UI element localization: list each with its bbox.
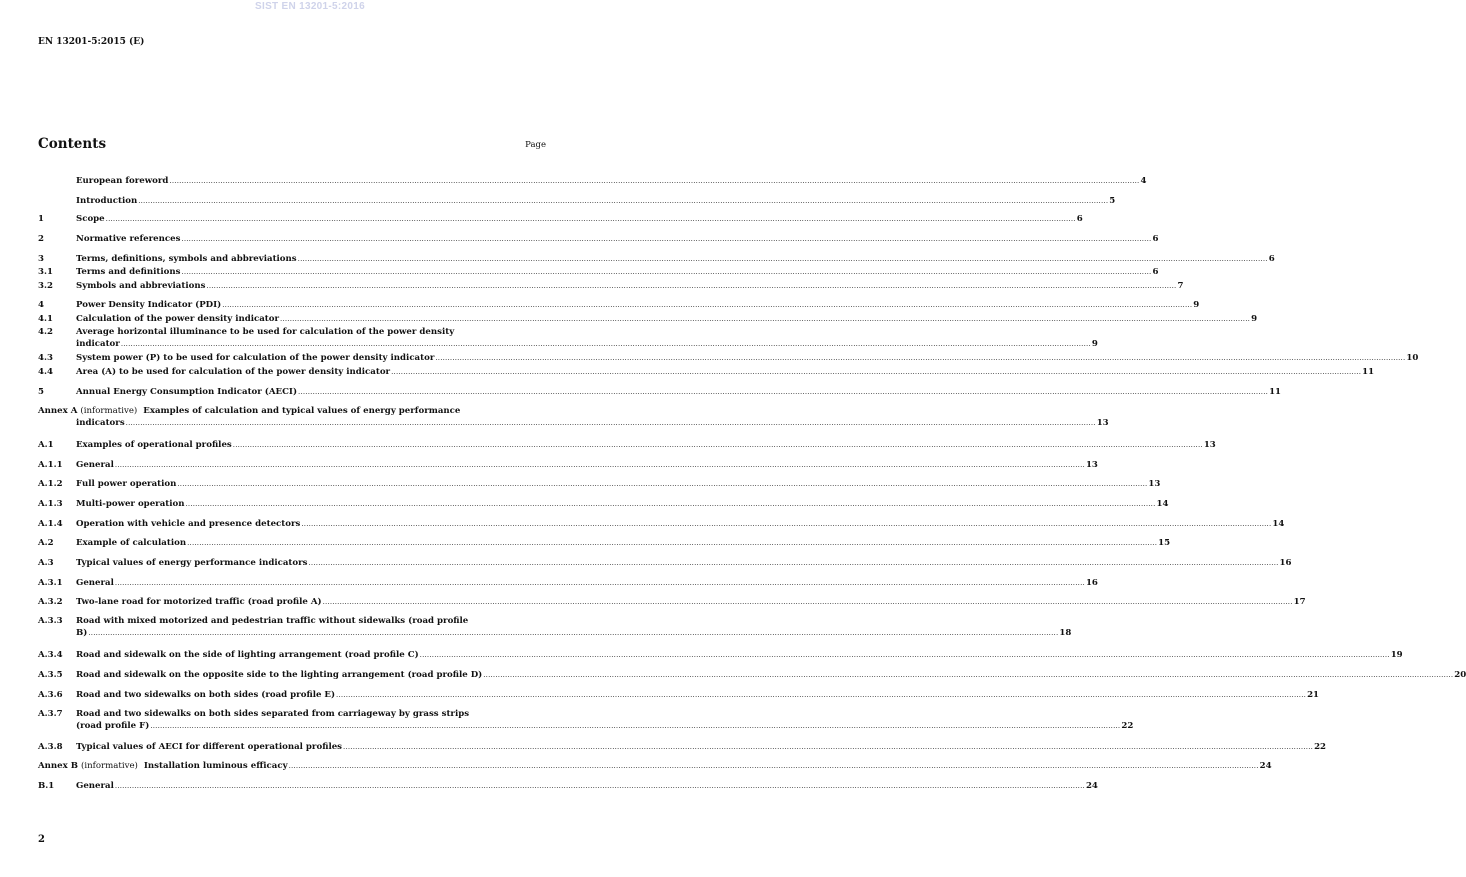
- toc-entry-page: 10: [1406, 353, 1419, 363]
- toc-entry[interactable]: [38, 578, 1098, 590]
- toc-entry-title: Road with mixed motorized and pedestrian traffic without sidewalks (road profile: [76, 616, 469, 626]
- toc-entry-page: 9: [1193, 300, 1200, 310]
- toc-entry[interactable]: [38, 440, 1216, 452]
- toc-entry[interactable]: [38, 300, 1200, 312]
- toc-entry-number: A.1.1: [38, 460, 63, 470]
- toc-entry-title: Calculation of the power density indicator: [76, 314, 280, 324]
- page-number: 2: [38, 834, 45, 845]
- toc-entry-page: 13: [1148, 479, 1161, 489]
- toc-entry[interactable]: [38, 314, 1258, 326]
- toc-entry-page: 6: [1152, 234, 1159, 244]
- annex-label: Annex B: [38, 761, 79, 771]
- dot-leader: ................................................................................................................................................................................................................................................................................................................................................................................................................: [120, 339, 1091, 348]
- toc-entry[interactable]: [38, 327, 1098, 350]
- dot-leader: ................................................................................................................................................................................................................................................................................................................................................................................................................: [114, 782, 1085, 790]
- toc-entry-page: 9: [1251, 314, 1258, 324]
- toc-entry-title: European foreword: [76, 176, 169, 186]
- toc-entry-number: A.3.5: [38, 670, 63, 680]
- toc-entry-number: A.3.2: [38, 597, 63, 607]
- toc-entry[interactable]: [38, 367, 1375, 379]
- dot-leader: ................................................................................................................................................................................................................................................................................................................................................................................................................: [222, 301, 1193, 309]
- toc-entry-page: 7: [1177, 281, 1184, 291]
- dot-leader: ................................................................................................................................................................................................................................................................................................................................................................................................................: [177, 480, 1148, 488]
- toc-entry-page: 14: [1156, 499, 1169, 509]
- toc-entry-title: Examples of operational profiles: [76, 440, 232, 450]
- dot-leader: ................................................................................................................................................................................................................................................................................................................................................................................................................: [206, 282, 1177, 290]
- toc-entry-number: A.1.4: [38, 519, 63, 529]
- dot-leader: ................................................................................................................................................................................................................................................................................................................................................................................................................: [298, 388, 1269, 396]
- toc-entry-page: 9: [1091, 338, 1098, 349]
- document-id: EN 13201-5:2015 (E): [38, 37, 145, 47]
- toc-entry[interactable]: [38, 597, 1306, 609]
- toc-entry-title-continued: (road profile F): [76, 720, 150, 731]
- toc-entry[interactable]: [38, 214, 1083, 226]
- dot-leader: ................................................................................................................................................................................................................................................................................................................................................................................................................: [336, 691, 1307, 699]
- toc-entry-number: A.3.1: [38, 578, 63, 588]
- toc-entry-number: 4.3: [38, 353, 53, 363]
- toc-entry-page: 19: [1390, 650, 1403, 660]
- toc-entry-title: Area (A) to be used for calculation of the power density indicator: [76, 367, 391, 377]
- toc-entry-title-continued: indicators: [76, 417, 125, 428]
- toc-entry-page: 16: [1085, 578, 1098, 588]
- toc-entry-number: A.3.6: [38, 690, 63, 700]
- toc-entry-number: A.3.8: [38, 742, 63, 752]
- toc-entry-page: 6: [1152, 267, 1159, 277]
- toc-entry-title: Average horizontal illuminance to be used for calculation of the power density: [76, 327, 455, 337]
- toc-entry[interactable]: [38, 387, 1282, 399]
- toc-entry-number: 4.1: [38, 314, 53, 324]
- toc-entry-title: Road and sidewalk on the opposite side to the lighting arrangement (road profile D): [76, 670, 483, 680]
- toc-entry-title: System power (P) to be used for calculation of the power density indicator: [76, 353, 435, 363]
- toc-entry-number: 4.2: [38, 327, 53, 337]
- toc-entry-page: 6: [1076, 214, 1083, 224]
- toc-entry-number: 4.4: [38, 367, 53, 377]
- annex-label: Annex A: [38, 406, 78, 416]
- watermark: SIST EN 13201-5:2016: [255, 1, 365, 12]
- toc-entry-page: 22: [1121, 720, 1134, 731]
- toc-entry-page: 22: [1314, 742, 1327, 752]
- toc-entry-title: General: [76, 578, 114, 588]
- toc-entry-title: Power Density Indicator (PDI): [76, 300, 222, 310]
- toc-entry[interactable]: [38, 761, 1272, 773]
- toc-entry[interactable]: [38, 234, 1159, 246]
- toc-entry-number: 1: [38, 214, 44, 224]
- dot-leader: ................................................................................................................................................................................................................................................................................................................................................................................................................: [125, 418, 1096, 427]
- dot-leader: ................................................................................................................................................................................................................................................................................................................................................................................................................: [435, 354, 1406, 362]
- toc-entry-title: General: [76, 460, 114, 470]
- toc-entry-title: Terms and definitions: [76, 267, 181, 277]
- toc-entry-page: 21: [1307, 690, 1320, 700]
- toc-entry-number: 3.1: [38, 267, 53, 277]
- toc-entry-title: Installation luminous efficacy: [143, 761, 288, 771]
- toc-entry[interactable]: [38, 742, 1327, 754]
- toc-entry-title: Multi-power operation: [76, 499, 185, 509]
- toc-entry-title: Road and sidewalk on the side of lighting arrangement (road profile C): [76, 650, 419, 660]
- toc-entry-title: Full power operation: [76, 479, 177, 489]
- toc-entry[interactable]: [38, 499, 1169, 511]
- toc-entry-title: Introduction: [76, 196, 138, 206]
- toc-entry-page: 13: [1096, 417, 1109, 428]
- toc-entry-page: 6: [1268, 254, 1275, 264]
- dot-leader: ................................................................................................................................................................................................................................................................................................................................................................................................................: [181, 235, 1152, 243]
- dot-leader: ................................................................................................................................................................................................................................................................................................................................................................................................................: [280, 315, 1251, 323]
- toc-entry-title: Example of calculation: [76, 538, 187, 548]
- page-column-label: Page: [525, 140, 546, 150]
- dot-leader: ................................................................................................................................................................................................................................................................................................................................................................................................................: [419, 651, 1390, 659]
- toc-entry-number: 4: [38, 300, 44, 310]
- contents-title: Contents: [38, 136, 107, 152]
- dot-leader: ................................................................................................................................................................................................................................................................................................................................................................................................................: [322, 598, 1293, 606]
- toc-entry-page: 16: [1279, 558, 1292, 568]
- dot-leader: ................................................................................................................................................................................................................................................................................................................................................................................................................: [138, 197, 1109, 205]
- toc-entry-page: 15: [1158, 538, 1171, 548]
- toc-entry[interactable]: [38, 538, 1171, 550]
- toc-entry[interactable]: [38, 616, 1072, 639]
- toc-entry-title: Typical values of AECI for different operational profiles: [76, 742, 343, 752]
- dot-leader: ................................................................................................................................................................................................................................................................................................................................................................................................................: [105, 215, 1076, 223]
- dot-leader: ................................................................................................................................................................................................................................................................................................................................................................................................................: [343, 743, 1314, 751]
- toc-entry-page: 24: [1085, 781, 1098, 791]
- toc-entry-page: 20: [1454, 670, 1466, 680]
- toc-entry-title: General: [76, 781, 114, 791]
- toc-entry-title: Normative references: [76, 234, 181, 244]
- toc-entry-number: A.3.7: [38, 709, 63, 719]
- dot-leader: ................................................................................................................................................................................................................................................................................................................................................................................................................: [169, 177, 1140, 185]
- toc-entry[interactable]: [38, 709, 1134, 732]
- toc-entry-page: 4: [1140, 176, 1147, 186]
- toc-entry[interactable]: [38, 406, 1109, 429]
- toc-entry-title: Examples of calculation and typical values of energy performance: [143, 406, 461, 416]
- dot-leader: ................................................................................................................................................................................................................................................................................................................................................................................................................: [232, 441, 1203, 449]
- toc-entry-title: Road and two sidewalks on both sides separated from carriageway by grass strips: [76, 709, 470, 719]
- dot-leader: ................................................................................................................................................................................................................................................................................................................................................................................................................: [114, 579, 1085, 587]
- toc-entry[interactable]: [38, 353, 1419, 365]
- toc-entry-number: A.3.4: [38, 650, 63, 660]
- toc-entry[interactable]: [38, 650, 1403, 662]
- toc-entry[interactable]: [38, 690, 1320, 702]
- toc-entry-number: A.3: [38, 558, 54, 568]
- annex-informative-label: (informative): [81, 761, 138, 771]
- toc-entry-number: 5: [38, 387, 44, 397]
- dot-leader: ................................................................................................................................................................................................................................................................................................................................................................................................................: [114, 461, 1085, 469]
- dot-leader: ................................................................................................................................................................................................................................................................................................................................................................................................................: [150, 721, 1121, 730]
- toc-entry[interactable]: [38, 519, 1285, 531]
- dot-leader: ................................................................................................................................................................................................................................................................................................................................................................................................................: [483, 671, 1454, 679]
- toc-entry-number: 3.2: [38, 281, 53, 291]
- toc-entry-title: Typical values of energy performance indicators: [76, 558, 308, 568]
- toc-entry-number: A.1: [38, 440, 54, 450]
- dot-leader: ................................................................................................................................................................................................................................................................................................................................................................................................................: [288, 762, 1259, 770]
- toc-entry-page: 11: [1269, 387, 1282, 397]
- dot-leader: ................................................................................................................................................................................................................................................................................................................................................................................................................: [391, 368, 1362, 376]
- toc-entry-title: Annual Energy Consumption Indicator (AECI): [76, 387, 298, 397]
- toc-entry[interactable]: [38, 254, 1275, 266]
- toc-entry-page: 14: [1272, 519, 1285, 529]
- toc-entry[interactable]: [38, 267, 1159, 279]
- toc-entry-page: 13: [1085, 460, 1098, 470]
- toc-entry[interactable]: [38, 781, 1098, 793]
- toc-entry-title: Two-lane road for motorized traffic (road profile A): [76, 597, 322, 607]
- toc-entry-page: 17: [1293, 597, 1306, 607]
- toc-entry-title: Road and two sidewalks on both sides (road profile E): [76, 690, 336, 700]
- toc-entry[interactable]: [38, 558, 1292, 570]
- toc-entry[interactable]: [38, 176, 1147, 188]
- dot-leader: ................................................................................................................................................................................................................................................................................................................................................................................................................: [181, 268, 1152, 276]
- dot-leader: ................................................................................................................................................................................................................................................................................................................................................................................................................: [88, 628, 1059, 637]
- toc-entry-page: 5: [1109, 196, 1116, 206]
- toc-entry-page: 24: [1259, 761, 1272, 771]
- dot-leader: ................................................................................................................................................................................................................................................................................................................................................................................................................: [308, 559, 1279, 567]
- toc-entry-number: A.1.3: [38, 499, 63, 509]
- dot-leader: ................................................................................................................................................................................................................................................................................................................................................................................................................: [301, 520, 1272, 528]
- toc-entry-title: Scope: [76, 214, 105, 224]
- toc-entry[interactable]: [38, 196, 1116, 208]
- toc-entry-title-continued: indicator: [76, 338, 120, 349]
- toc-entry-title: Terms, definitions, symbols and abbreviations: [76, 254, 297, 264]
- annex-informative-label: (informative): [80, 406, 138, 416]
- toc-entry[interactable]: [38, 670, 1466, 682]
- toc-entry-number: B.1: [38, 781, 55, 791]
- toc-entry-title-continued: B): [76, 627, 88, 638]
- toc-entry-page: 13: [1203, 440, 1216, 450]
- toc-entry-title: Symbols and abbreviations: [76, 281, 206, 291]
- toc-entry[interactable]: [38, 281, 1184, 293]
- toc-entry-number: 3: [38, 254, 44, 264]
- dot-leader: ................................................................................................................................................................................................................................................................................................................................................................................................................: [297, 255, 1268, 263]
- toc-entry[interactable]: [38, 460, 1098, 472]
- toc-entry-page: 11: [1362, 367, 1375, 377]
- dot-leader: ................................................................................................................................................................................................................................................................................................................................................................................................................: [185, 500, 1156, 508]
- toc-entry-number: A.1.2: [38, 479, 63, 489]
- toc-entry[interactable]: [38, 479, 1161, 491]
- toc-entry-number: A.3.3: [38, 616, 63, 626]
- toc-entry-number: A.2: [38, 538, 54, 548]
- toc-entry-page: 18: [1059, 627, 1072, 638]
- toc-entry-number: 2: [38, 234, 44, 244]
- dot-leader: ................................................................................................................................................................................................................................................................................................................................................................................................................: [187, 539, 1158, 547]
- toc-entry-title: Operation with vehicle and presence detectors: [76, 519, 301, 529]
